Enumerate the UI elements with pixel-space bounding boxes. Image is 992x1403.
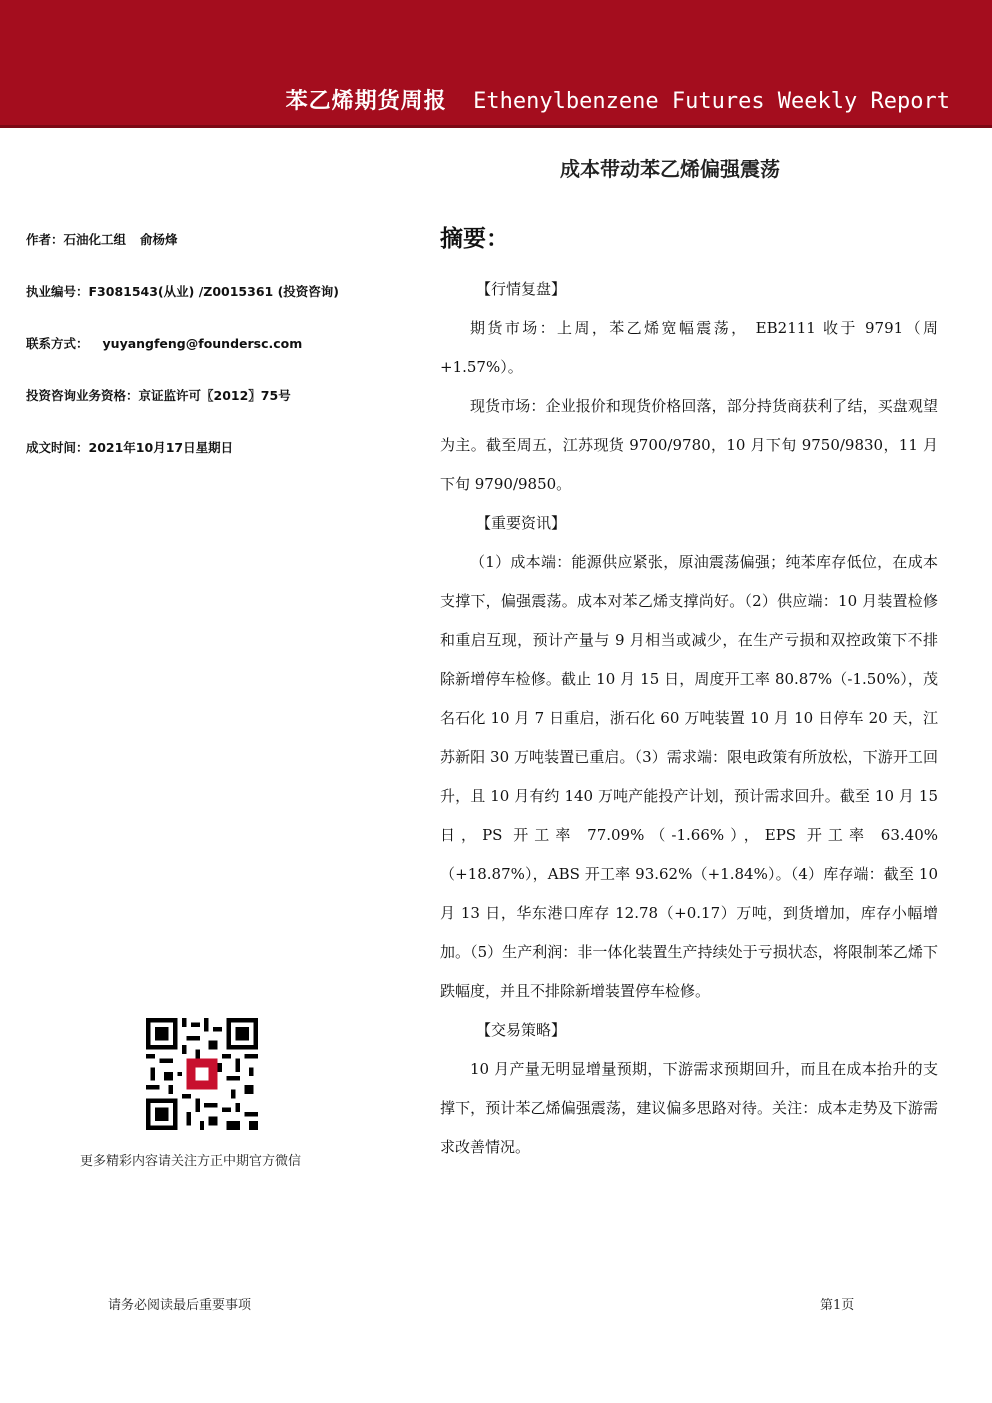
qualification-label: 投资咨询业务资格： xyxy=(26,388,139,403)
spot-market-paragraph: 现货市场：企业报价和现货价格回落，部分持货商获利了结，买盘观望为主。截至周五，江苏现货 9700/9780，10 月下旬 9750/9830，11 月下旬 9790/9850。 xyxy=(440,397,938,493)
contact-label: 联系方式： xyxy=(26,336,89,351)
date-value: 2021年10月17日星期日 xyxy=(88,440,234,455)
author-group: 石油化工组 xyxy=(63,232,127,247)
header-title xyxy=(286,84,950,115)
news-paragraph: （1）成本端：能源供应紧张，原油震荡偏强；纯苯库存低位，在成本支撑下，偏强震荡。成本对苯乙烯支撑尚好。（2）供应端：10 月装置检修和重启互现，预计产量与 9 月相当或减少，在生产亏损和双控政策下不排除新增停车检修。截止 10 月 15 日，周度开工率 80.87%（-1.50%），茂名石化 10 月 7 日重启，浙石化 60 万吨装置 10 月 10 日停车 20 天，江苏新阳 30 万吨装置已重启。（3）需求端：限电政策有所放松，下游开工回升，且 10 月有约 140 万吨产能投产计划，预计需求回升。截至 10 月 15 日，PS 开工率 77.09%（-1.66%），EPS 开工率 63.40%（+18.87%），ABS 开工率 93.62%（+1.84%）。（4）库存端：截至 10 月 13 日，华东港口库存 12.78（+0.17）万吨，到货增加，库存小幅增加。（5）生产利润：非一体化装置生产持续处于亏损状态，将限制苯乙烯下跌幅度，并且不排除新增装置停车检修。 xyxy=(440,553,938,1000)
header-title-en: Ethenylbenzene Futures Weekly Report xyxy=(473,89,950,114)
author-info xyxy=(26,230,406,490)
abstract-body xyxy=(440,270,938,1167)
author-name: 俞杨烽 xyxy=(140,232,178,247)
date-row xyxy=(26,438,406,490)
qr-caption: 更多精彩内容请关注方正中期官方微信 xyxy=(80,1154,302,1169)
report-title: 成本带动苯乙烯偏强震荡 xyxy=(560,157,780,181)
author-label: 作者： xyxy=(26,232,64,247)
section-title-news: 【重要资讯】 xyxy=(476,514,567,532)
contact-email[interactable]: yuyangfeng@foundersc.com xyxy=(102,336,303,351)
qualification-value: 京证监许可〖2012〗75号 xyxy=(138,388,291,403)
author-row xyxy=(26,230,406,282)
section-title-strategy: 【交易策略】 xyxy=(476,1021,567,1039)
header-divider xyxy=(0,125,992,128)
header-title-cn: 苯乙烯期货周报 xyxy=(285,89,447,114)
header-banner xyxy=(0,0,992,125)
wechat-qr-code xyxy=(146,1018,258,1130)
license-label: 执业编号： xyxy=(26,284,89,299)
license-row xyxy=(26,282,406,334)
contact-row xyxy=(26,334,406,386)
page-number: 第1页 xyxy=(820,1298,855,1313)
qualification-row xyxy=(26,386,406,438)
strategy-paragraph: 10 月产量无明显增量预期，下游需求预期回升，而且在成本抬升的支撑下，预计苯乙烯偏强震荡，建议偏多思路对待。关注：成本走势及下游需求改善情况。 xyxy=(440,1060,938,1156)
footer-notice: 请务必阅读最后重要事项 xyxy=(108,1298,252,1313)
abstract-heading: 摘要： xyxy=(440,226,509,252)
license-value: F3081543(从业) /Z0015361 (投资咨询) xyxy=(88,284,340,299)
section-title-review: 【行情复盘】 xyxy=(476,280,567,298)
futures-market-paragraph: 期货市场：上周，苯乙烯宽幅震荡， EB2111 收于 9791（周+1.57%）。 xyxy=(440,319,938,376)
date-label: 成文时间： xyxy=(26,440,89,455)
